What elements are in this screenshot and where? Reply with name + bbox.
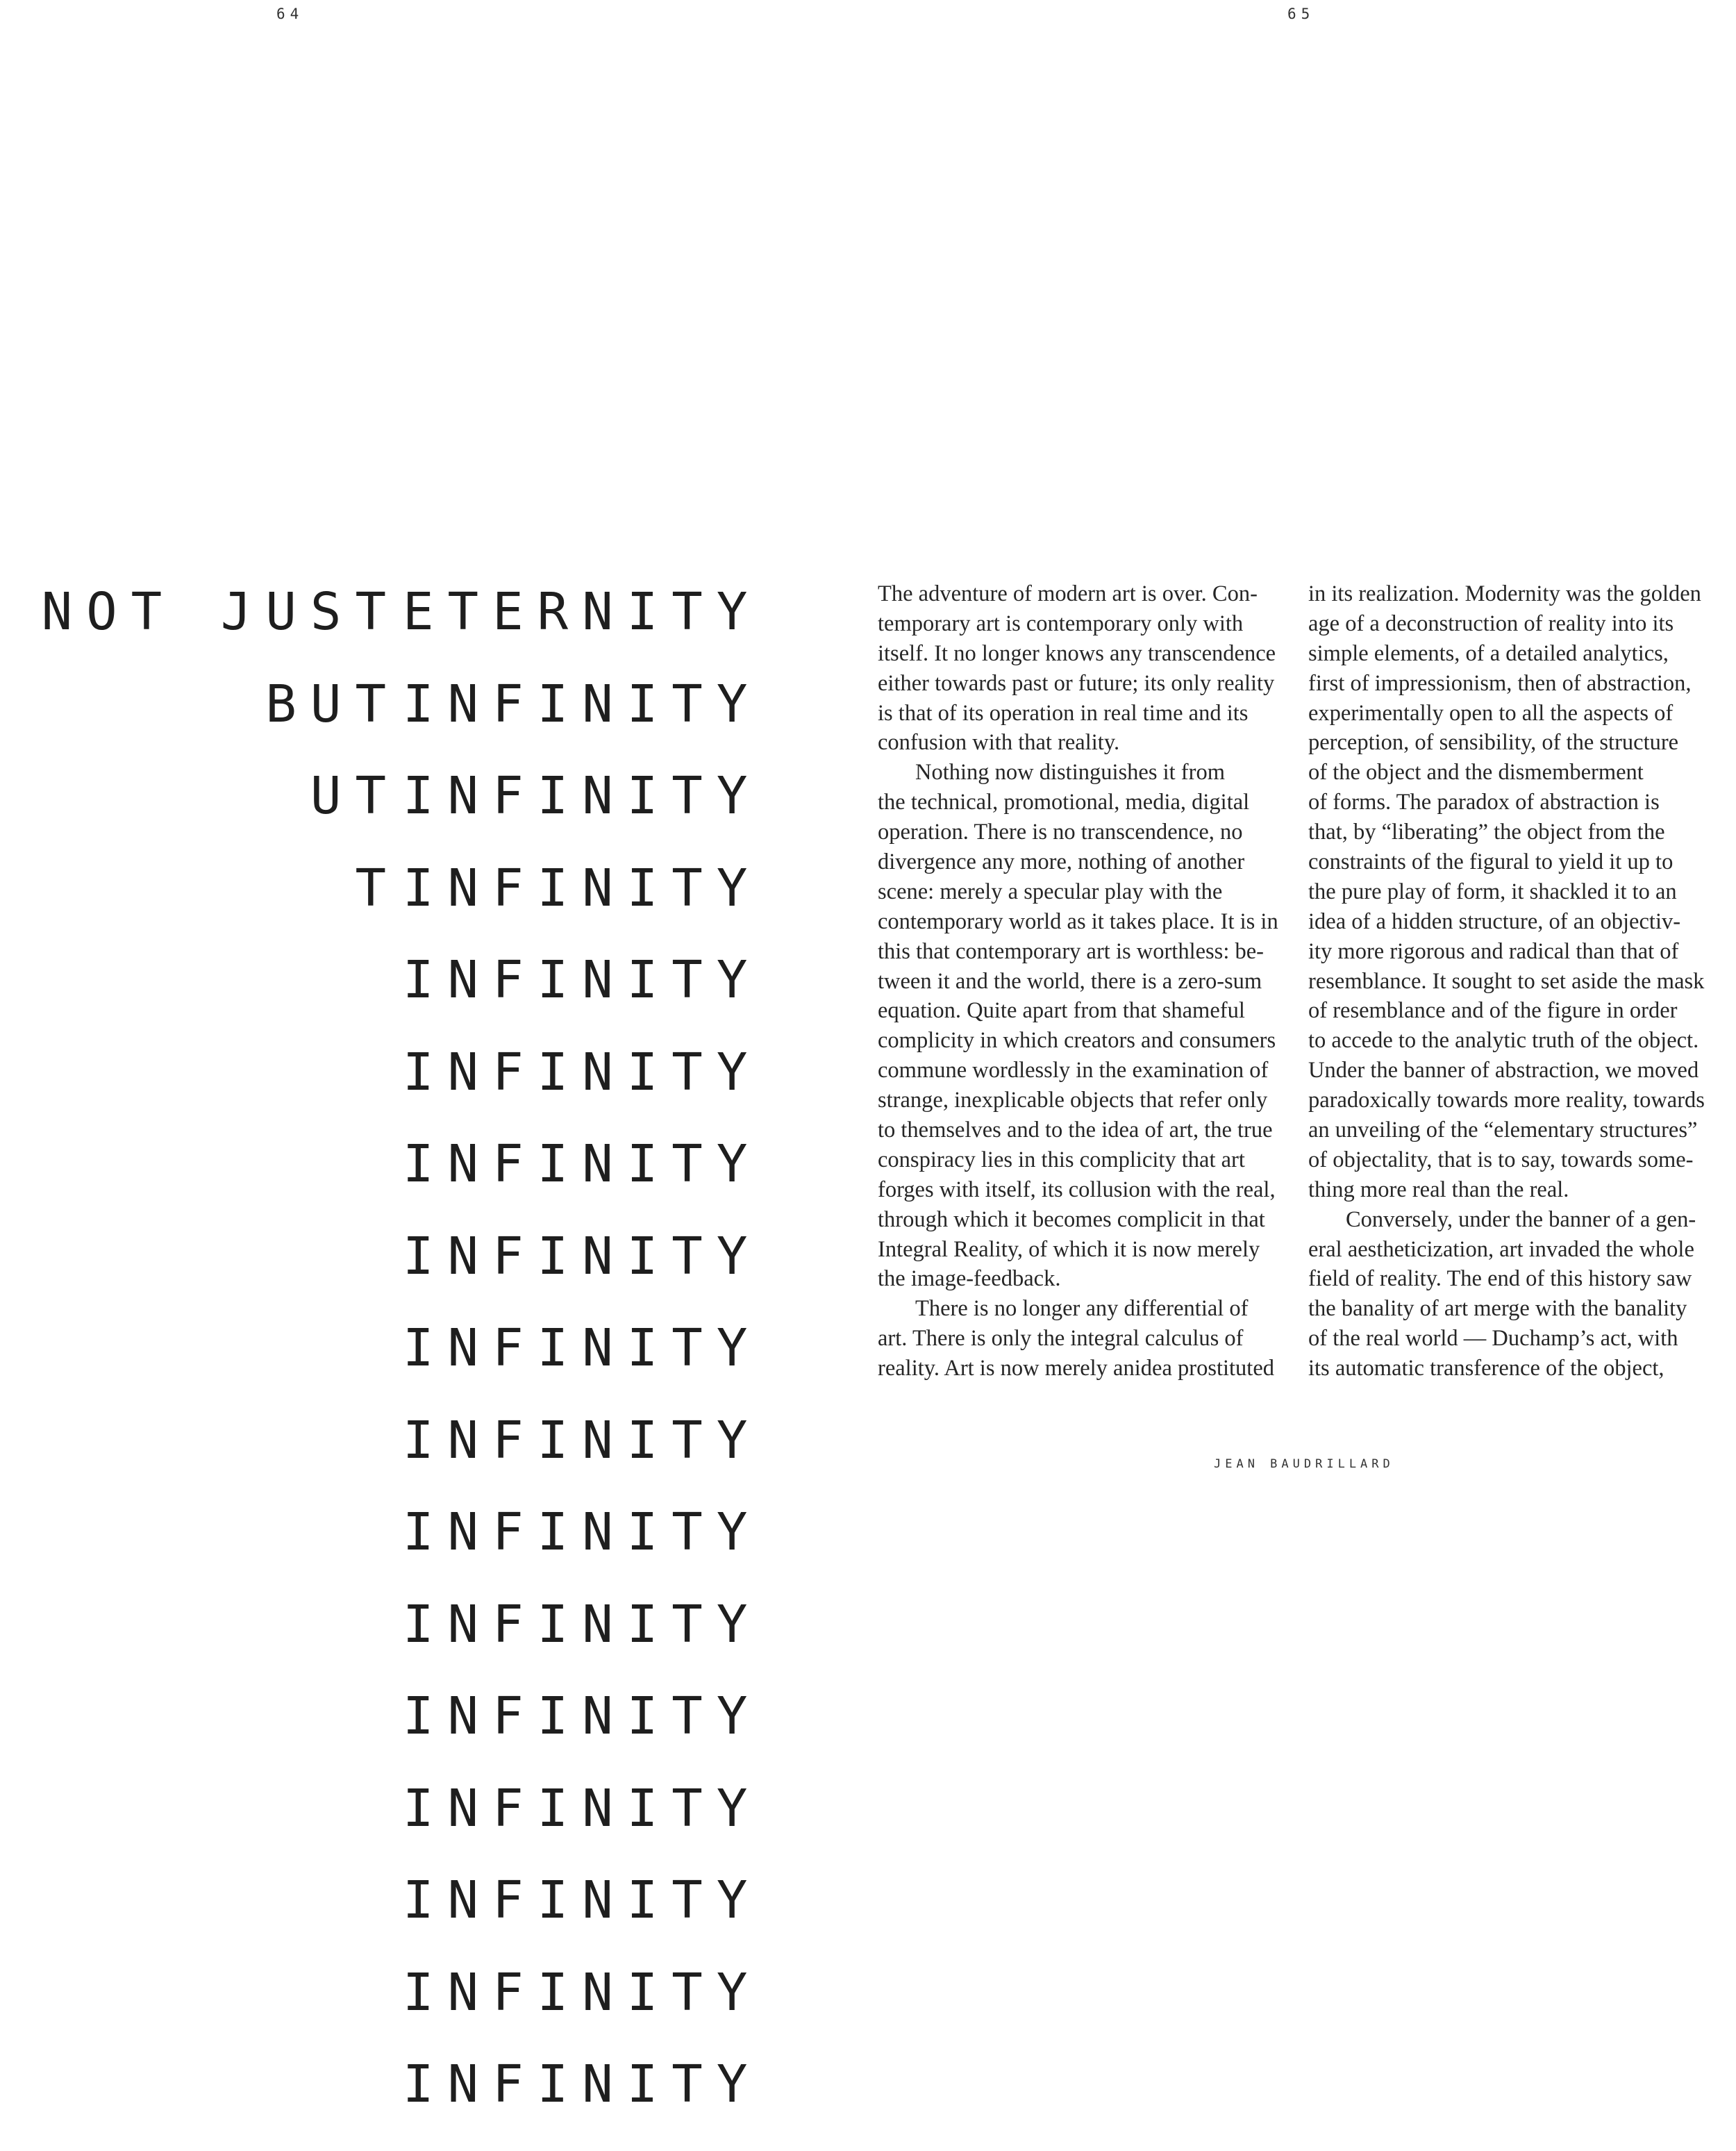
poem-line xyxy=(41,582,762,679)
poem-line-word: INFINITY xyxy=(403,1870,762,1930)
text-line: the technical, promotional, media, digital xyxy=(878,790,1250,815)
running-footer-author: JEAN BAUDRILLARD xyxy=(1214,1457,1394,1471)
poem-line-word: INFINITY xyxy=(403,1962,762,2023)
page-number-left: 64 xyxy=(276,6,304,22)
poem-line xyxy=(47,1870,762,1967)
poem-line xyxy=(47,1962,762,2059)
concrete-poem xyxy=(41,582,762,2151)
text-line: of forms. The paradox of abstraction is xyxy=(1308,790,1660,815)
text-line: an unveiling of the “elementary structures” xyxy=(1308,1118,1698,1143)
text-line: the image-feedback. xyxy=(878,1266,1061,1292)
text-line: temporary art is contemporary only with xyxy=(878,611,1244,636)
text-line: There is no longer any differential of xyxy=(915,1296,1249,1322)
poem-line-word: INFINITY xyxy=(403,1686,762,1746)
text-line: itself. It no longer knows any transcendence xyxy=(878,640,1276,666)
text-line: Conversely, under the banner of a gen- xyxy=(1346,1206,1696,1232)
text-line: forges with itself, its collusion with the real, xyxy=(878,1177,1276,1202)
text-line: constraints of the figural to yield it up to xyxy=(1308,849,1674,875)
poem-line-word: INFINITY xyxy=(403,1410,762,1470)
text-line: commune wordlessly in the examination of xyxy=(878,1058,1269,1083)
poem-line-word: INFINITY xyxy=(403,1042,762,1102)
text-line: Integral Reality, of which it is now merely xyxy=(878,1236,1260,1262)
poem-line xyxy=(47,1594,762,1691)
poem-line xyxy=(47,1134,762,1231)
poem-line-word: INFINITY xyxy=(403,2054,762,2114)
poem-line-word: INFINITY xyxy=(403,950,762,1010)
poem-line xyxy=(47,858,762,955)
text-line: of the object and the dismemberment xyxy=(1308,760,1644,786)
poem-line-lead: NOT JUST xyxy=(41,582,400,642)
poem-line-word: INFINITY xyxy=(403,1318,762,1378)
poem-line-word: ETERNITY xyxy=(403,582,762,642)
text-line: Under the banner of abstraction, we moved xyxy=(1308,1058,1699,1083)
poem-line-lead: T xyxy=(355,858,400,918)
text-line: The adventure of modern art is over. Con- xyxy=(878,581,1258,606)
text-line: first of impressionism, then of abstraction, xyxy=(1308,670,1692,696)
poem-line-word: INFINITY xyxy=(403,1134,762,1194)
poem-line xyxy=(47,1502,762,1599)
text-line: tween it and the world, there is a zero-sum xyxy=(878,968,1262,994)
text-line: this that contemporary art is worthless: be- xyxy=(878,938,1264,964)
text-line: divergence any more, nothing of another xyxy=(878,849,1245,875)
text-line: idea of a hidden structure, of an objectiv- xyxy=(1308,908,1681,934)
text-line: its automatic transference of the object, xyxy=(1308,1356,1664,1381)
text-line: that, by “liberating” the object from the xyxy=(1308,820,1665,845)
text-line: confusion with that reality. xyxy=(878,730,1120,756)
text-line: ity more rigorous and radical than that of xyxy=(1308,938,1679,964)
text-line: the pure play of form, it shackled it to an xyxy=(1308,879,1677,904)
poem-line xyxy=(47,1042,762,1139)
poem-line xyxy=(47,1686,762,1783)
text-line: art. There is only the integral calculus of xyxy=(878,1326,1244,1352)
text-line: reality. Art is now merely anidea prostituted xyxy=(878,1356,1275,1381)
text-line: to accede to the analytic truth of the object. xyxy=(1308,1028,1699,1054)
body-text-column-left xyxy=(878,579,1308,1384)
text-line: either towards past or future; its only reality xyxy=(878,670,1275,696)
text-line: Nothing now distinguishes it from xyxy=(915,760,1225,786)
poem-line xyxy=(47,766,762,863)
text-line: age of a deconstruction of reality into its xyxy=(1308,611,1674,636)
text-line: contemporary world as it takes place. It is in xyxy=(878,908,1278,934)
poem-line-word: INFINITY xyxy=(403,1778,762,1838)
poem-line-word: INFINITY xyxy=(403,1226,762,1286)
text-line: resemblance. It sought to set aside the mask xyxy=(1308,968,1705,994)
text-line: is that of its operation in real time and its xyxy=(878,700,1249,726)
text-line: through which it becomes complicit in that xyxy=(878,1206,1265,1232)
text-line: operation. There is no transcendence, no xyxy=(878,820,1243,845)
page-number-right: 65 xyxy=(1287,6,1315,22)
text-line: to themselves and to the idea of art, the true xyxy=(878,1118,1273,1143)
text-line: in its realization. Modernity was the golden xyxy=(1308,581,1701,606)
poem-line-word: INFINITY xyxy=(403,766,762,826)
poem-line xyxy=(47,1410,762,1507)
text-line: conspiracy lies in this complicity that art xyxy=(878,1147,1245,1172)
poem-line-word: INFINITY xyxy=(403,674,762,734)
poem-line-lead: UT xyxy=(310,766,400,826)
text-line: the banality of art merge with the banality xyxy=(1308,1296,1687,1322)
text-line: perception, of sensibility, of the structure xyxy=(1308,730,1679,756)
text-line: of the real world — Duchamp’s act, with xyxy=(1308,1326,1678,1352)
poem-line-lead: BUT xyxy=(265,674,400,734)
text-line: equation. Quite apart from that shameful xyxy=(878,998,1245,1024)
poem-line xyxy=(47,1318,762,1415)
text-line: eral aestheticization, art invaded the whole xyxy=(1308,1236,1694,1262)
text-line: paradoxically towards more reality, towards xyxy=(1308,1088,1705,1113)
text-line: field of reality. The end of this history saw xyxy=(1308,1266,1692,1292)
poem-line xyxy=(47,674,762,771)
text-line: scene: merely a specular play with the xyxy=(878,879,1223,904)
poem-line xyxy=(47,1778,762,1875)
body-text-column-right xyxy=(1308,579,1736,1384)
poem-line-word: INFINITY xyxy=(403,1502,762,1562)
poem-line-word: INFINITY xyxy=(403,1594,762,1654)
text-line: of objectality, that is to say, towards some- xyxy=(1308,1147,1694,1172)
text-line: strange, inexplicable objects that refer only xyxy=(878,1088,1268,1113)
poem-line xyxy=(47,2054,762,2151)
text-line: complicity in which creators and consumers xyxy=(878,1028,1276,1054)
text-line: thing more real than the real. xyxy=(1308,1177,1569,1202)
poem-line xyxy=(47,950,762,1047)
text-line: of resemblance and of the figure in order xyxy=(1308,998,1678,1024)
text-line: simple elements, of a detailed analytics, xyxy=(1308,640,1669,666)
poem-line-word: INFINITY xyxy=(403,858,762,918)
poem-line xyxy=(47,1226,762,1323)
text-line: experimentally open to all the aspects of xyxy=(1308,700,1674,726)
